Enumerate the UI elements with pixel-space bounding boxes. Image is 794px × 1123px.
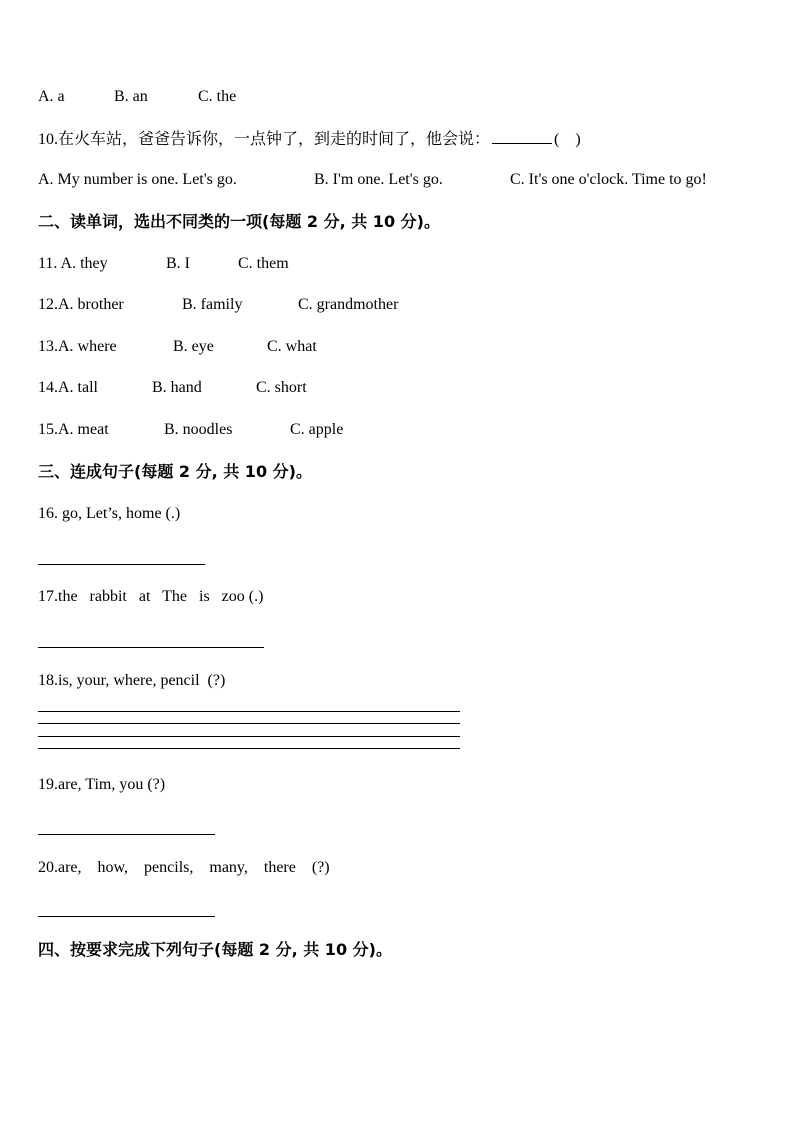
q11-option-b: B. I [166,255,190,272]
q9-option-c: C. the [198,88,237,105]
answer-line-18c [38,736,460,737]
q12-option-b: B. family [182,296,243,313]
section-2-heading: 二、读单词，选出不同类的一项(每题 2 分, 共 10 分)。 [38,212,440,231]
q10-option-c: C. It's one o'clock. Time to go! [510,171,707,188]
question-10-stem: 10.在火车站，爸爸告诉你，一点钟了，到走的时间了，他会说： [38,131,491,148]
answer-line-17 [38,647,264,648]
question-16: 16. go, Let’s, home (.) [38,505,181,522]
question-19: 19.are, Tim, you (?) [38,776,166,793]
q13-option-a: 13.A. where [38,338,117,355]
q15-option-b: B. noodles [164,421,233,438]
answer-line-18a [38,711,460,712]
q14-option-b: B. hand [152,379,202,396]
q13-option-c: C. what [267,338,317,355]
q9-option-a: A. a [38,88,65,105]
question-17: 17.the rabbit at The is zoo (.) [38,588,264,605]
section-3-heading: 三、连成句子(每题 2 分, 共 10 分)。 [38,462,312,481]
q15-option-c: C. apple [290,421,344,438]
q14-option-a: 14.A. tall [38,379,98,396]
answer-paren: ( ) [554,131,581,148]
q15-option-a: 15.A. meat [38,421,109,438]
question-10 [38,129,581,150]
answer-line-19 [38,834,215,835]
q11-option-c: C. them [238,255,289,272]
q11-option-a: 11. A. they [38,255,108,272]
q12-option-a: 12.A. brother [38,296,124,313]
q10-option-b: B. I'm one. Let's go. [314,171,443,188]
answer-blank [492,129,552,144]
answer-line-20 [38,916,215,917]
q13-option-b: B. eye [173,338,214,355]
section-4-heading: 四、按要求完成下列句子(每题 2 分, 共 10 分)。 [38,940,392,959]
question-20: 20.are, how, pencils, many, there (?) [38,859,330,876]
answer-line-18b [38,723,460,724]
q12-option-c: C. grandmother [298,296,399,313]
answer-line-16 [38,564,205,565]
answer-line-18d [38,748,460,749]
q9-option-b: B. an [114,88,148,105]
q10-option-a: A. My number is one. Let's go. [38,171,237,188]
question-18: 18.is, your, where, pencil (?) [38,672,226,689]
q14-option-c: C. short [256,379,307,396]
